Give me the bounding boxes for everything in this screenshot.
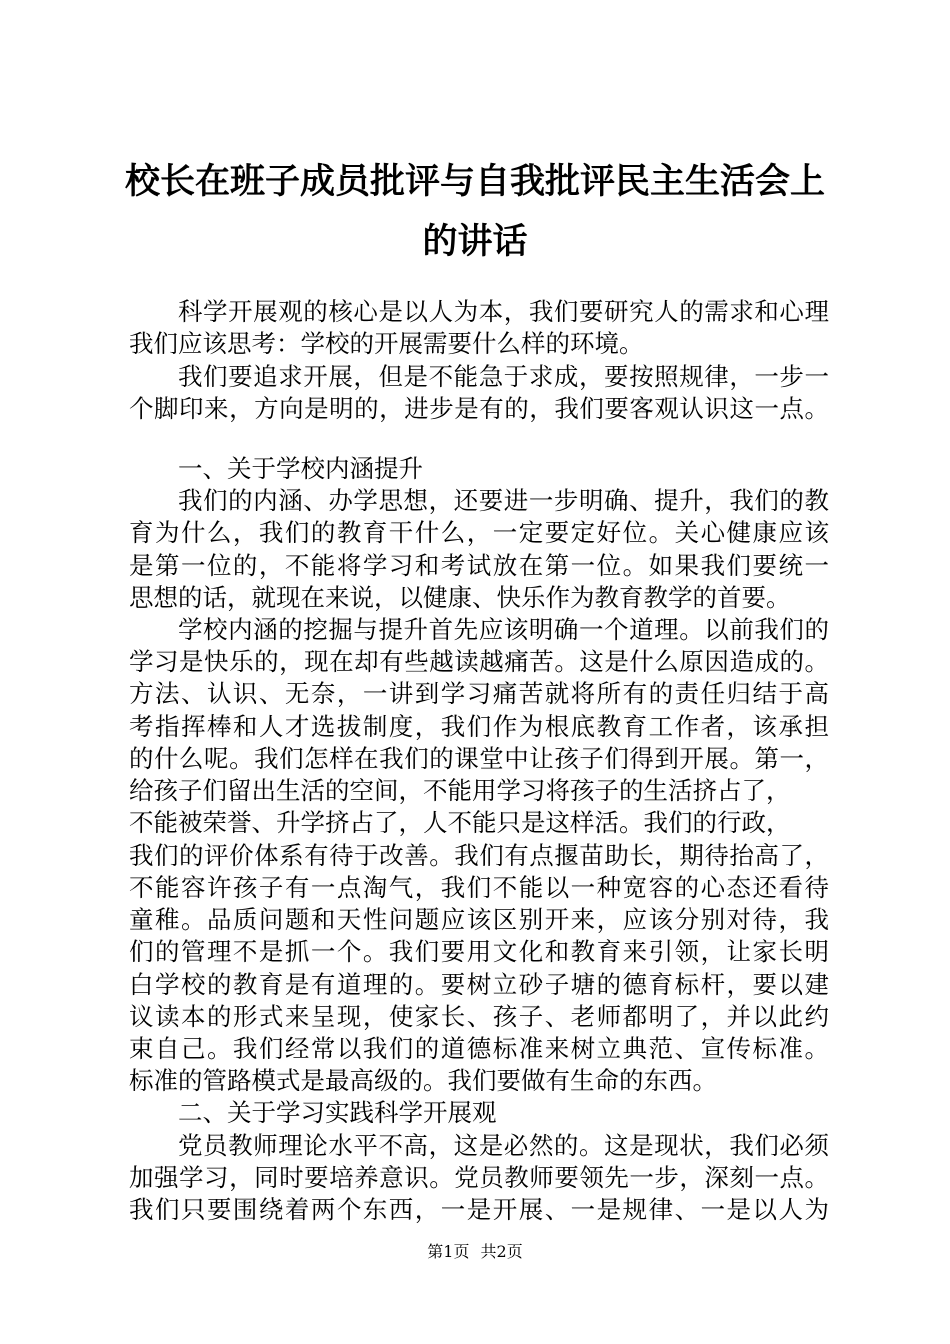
paragraph-line: 育为什么，我们的教育干什么，一定要定好位。关心健康应该: [129, 518, 829, 547]
paragraph-line: 议读本的形式来呈现，使家长、孩子、老师都明了，并以此约: [129, 1002, 829, 1031]
paragraph-line: 我们应该思考：学校的开展需要什么样的环境。: [129, 329, 644, 358]
paragraph-line: 思想的话，就现在来说，以健康、快乐作为教育教学的首要。: [129, 583, 791, 612]
section-heading: 二、关于学习实践科学开展观: [178, 1098, 497, 1127]
paragraph-line: 我们的内涵、办学思想，还要进一步明确、提升，我们的教: [178, 486, 829, 515]
paragraph-line: 我们要追求开展，但是不能急于求成，要按照规律，一步一: [178, 362, 829, 391]
paragraph-line: 不能被荣誉、升学挤占了，人不能只是这样活。我们的行政，: [129, 808, 791, 837]
paragraph-line: 我们只要围绕着两个东西，一是开展、一是规律、一是以人为: [129, 1195, 829, 1224]
paragraph-line: 党员教师理论水平不高，这是必然的。这是现状，我们必须: [178, 1131, 829, 1160]
page-total: 共2页: [480, 1242, 523, 1261]
page-number: 第1页: [427, 1242, 470, 1261]
paragraph-line: 给孩子们留出生活的空间，不能用学习将孩子的生活挤占了，: [129, 776, 791, 805]
paragraph-line: 不能容许孩子有一点淘气，我们不能以一种宽容的心态还看待: [129, 873, 829, 902]
paragraph-line: 束自己。我们经常以我们的道德标准来树立典范、宣传标准。: [129, 1034, 829, 1063]
paragraph-line: 考指挥棒和人才选拔制度，我们作为根底教育工作者，该承担: [129, 712, 829, 741]
paragraph-line: 白学校的教育是有道理的。要树立砂子塘的德育标杆，要以建: [129, 970, 829, 999]
paragraph-line: 标准的管路模式是最高级的。我们要做有生命的东西。: [129, 1066, 717, 1095]
paragraph-line: 是第一位的，不能将学习和考试放在第一位。如果我们要统一: [129, 551, 829, 580]
paragraph-line: 们的管理不是抓一个。我们要用文化和教育来引领，让家长明: [129, 937, 829, 966]
paragraph-line: 加强学习，同时要培养意识。党员教师要领先一步，深刻一点。: [129, 1163, 829, 1192]
paragraph-line: 学习是快乐的，现在却有些越读越痛苦。这是什么原因造成的。: [129, 647, 829, 676]
paragraph-line: 学校内涵的挖掘与提升首先应该明确一个道理。以前我们的: [178, 615, 829, 644]
paragraph-line: 我们的评价体系有待于改善。我们有点揠苗助长，期待抬高了，: [129, 841, 829, 870]
document-title-line-2: 的讲话: [422, 221, 528, 262]
paragraph-line: 童稚。品质问题和天性问题应该区别开来，应该分别对待，我: [129, 905, 829, 934]
paragraph-line: 的什么呢。我们怎样在我们的课堂中让孩子们得到开展。第一，: [129, 744, 829, 773]
paragraph-line: 科学开展观的核心是以人为本，我们要研究人的需求和心理: [178, 297, 829, 326]
section-heading: 一、关于学校内涵提升: [178, 454, 423, 483]
paragraph-line: 个脚印来，方向是明的，进步是有的，我们要客观认识这一点。: [129, 394, 829, 423]
page-footer: [0, 1242, 950, 1262]
document-title-line-1: 校长在班子成员批评与自我批评民主生活会上: [124, 161, 825, 202]
paragraph-line: 方法、认识、无奈，一讲到学习痛苦就将所有的责任归结于高: [129, 679, 829, 708]
